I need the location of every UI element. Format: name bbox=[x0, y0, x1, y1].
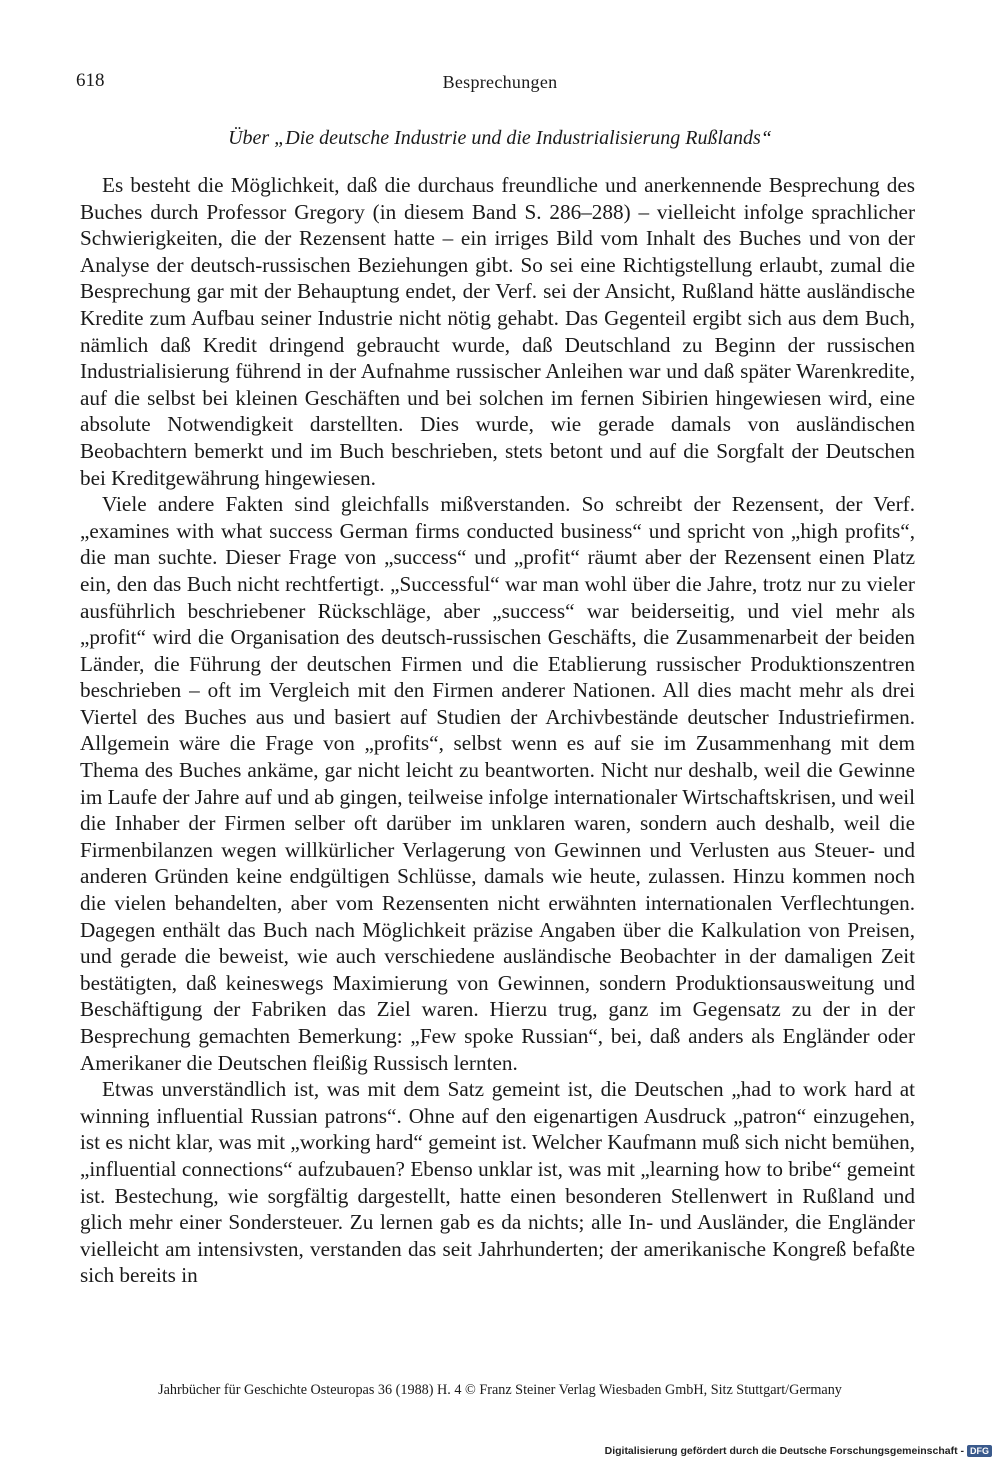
journal-citation: Jahrbücher für Geschichte Osteuropas 36 (1988) H. 4 © Franz Steiner Verlag Wiesbaden GmbH, Sitz Stuttgart/Germany bbox=[158, 1382, 842, 1398]
digitization-credit bbox=[605, 1445, 992, 1457]
dfg-logo: DFG bbox=[967, 1445, 992, 1457]
paragraph-1: Es besteht die Möglichkeit, daß die durchaus freundliche und anerkennende Besprechung des Buches durch Professor Gregory (in diesem Band S. 286–288) – vielleicht infolge sprachlicher Schwierigkeiten, die der Rezensent hatte – ein irriges Bild vom Inhalt des Buches und von der Analyse der deutsch-russischen Beziehungen gibt. So sei eine Richtigstellung erlaubt, zumal die Besprechung gar mit der Behauptung endet, der Verf. sei der Ansicht, Rußland hätte ausländische Kredite zum Aufbau seiner Industrie nicht nötig gehabt. Das Gegenteil ergibt sich aus dem Buch, nämlich daß Kredit dringend gebraucht wurde, daß Deutschland zu Beginn der russischen Industrialisierung führend in der Aufnahme russischer Anleihen war und daß später Warenkredite, auf die selbst bei kleinen Geschäften und bei solchen im fernen Sibirien hingewiesen wird, eine absolute Notwendigkeit darstellten. Dies wurde, wie gerade damals von ausländischen Beobachtern bemerkt und im Buch beschrieben, stets betont und auf die Sorgfalt der Deutschen bei Kreditgewährung hingewiesen. bbox=[80, 173, 915, 490]
digitization-credit-text: Digitalisierung gefördert durch die Deutsche Forschungsgemeinschaft - bbox=[604, 1445, 964, 1457]
paragraph-2: Viele andere Fakten sind gleichfalls mißverstanden. So schreibt der Rezensent, der Verf. „examines with what success German firms conducted business“ und spricht von „high profits“, die man suchte. Dieser Frage von „success“ und „profit“ räumt aber der Rezensent einen Platz ein, den das Buch nicht rechtfertigt. „Successful“ war man wohl über die Jahre, trotz nur zu vieler ausführlich beschriebener Rückschläge, aber „success“ war beiderseitig, und viel mehr als „profit“ wird die Organisation des deutsch-russischen Geschäfts, die Zusammenarbeit der beiden Länder, die Führung der deutschen Firmen und die Etablierung russischer Produktionszentren beschrieben – oft im Vergleich mit den Firmen anderer Nationen. All dies macht mehr als drei Viertel des Buches aus und basiert auf Studien der Archivbestände deutscher Industriefirmen. Allgemein wäre die Frage von „profits“, selbst wenn es auf sie im Zusammenhang mit dem Thema des Buches ankäme, gar nicht leicht zu beantworten. Nicht nur deshalb, weil die Gewinne im Laufe der Jahre auf und ab gingen, teilweise infolge internationaler Wirtschaftskrisen, und weil die Inhaber der Firmen selber oft darüber im unklaren waren, sondern auch deshalb, weil die Firmenbilanzen wegen willkürlicher Verlagerung von Gewinnen und Verlusten aus Steuer- und anderen Gründen keine endgültigen Schlüsse, damals wie heute, zulassen. Hinzu kommen noch die vielen behandelten, aber vom Rezensenten nicht erwähnten internationalen Verflechtungen. Dagegen enthält das Buch nach Möglichkeit präzise Angaben über die Kalkulation von Preisen, und gerade die beweist, wie auch verschiedene ausländische Beobachter in der damaligen Zeit bestätigten, daß keineswegs Maximierung von Gewinnen, sondern Produktionsausweitung und Beschäftigung der Fabriken das Ziel waren. Hierzu trug, ganz im Gegensatz zu der in der Besprechung gemachten Bemerkung: „Few spoke Russian“, bei, daß anders als Engländer oder Amerikaner die Deutschen fleißig Russisch lernten. bbox=[80, 492, 915, 1075]
paragraph-3: Etwas unverständlich ist, was mit dem Satz gemeint ist, die Deutschen „had to work hard at winning influential Russian patrons“. Ohne auf den eigenartigen Ausdruck „patron“ einzugehen, ist es nicht klar, was mit „working hard“ gemeint ist. Welcher Kaufmann muß sich nicht bemühen, „influential connections“ aufzubauen? Ebenso unklar ist, was mit „learning how to bribe“ gemeint ist. Bestechung, wie sorgfältig dargestellt, hatte einen besonderen Stellenwert in Rußland und glich mehr einer Sondersteuer. Zu lernen gab es da nichts; alle In- und Ausländer, die Engländer vielleicht am intensivsten, verstanden das seit Jahrhunderten; der amerikanische Kongreß befaßte sich bereits in bbox=[80, 1077, 915, 1288]
article-title: Über „Die deutsche Industrie und die Industrialisierung Rußlands“ bbox=[228, 127, 772, 149]
page-number: 618 bbox=[76, 70, 105, 91]
article-body bbox=[80, 172, 915, 1289]
running-head: Besprechungen bbox=[442, 72, 558, 92]
